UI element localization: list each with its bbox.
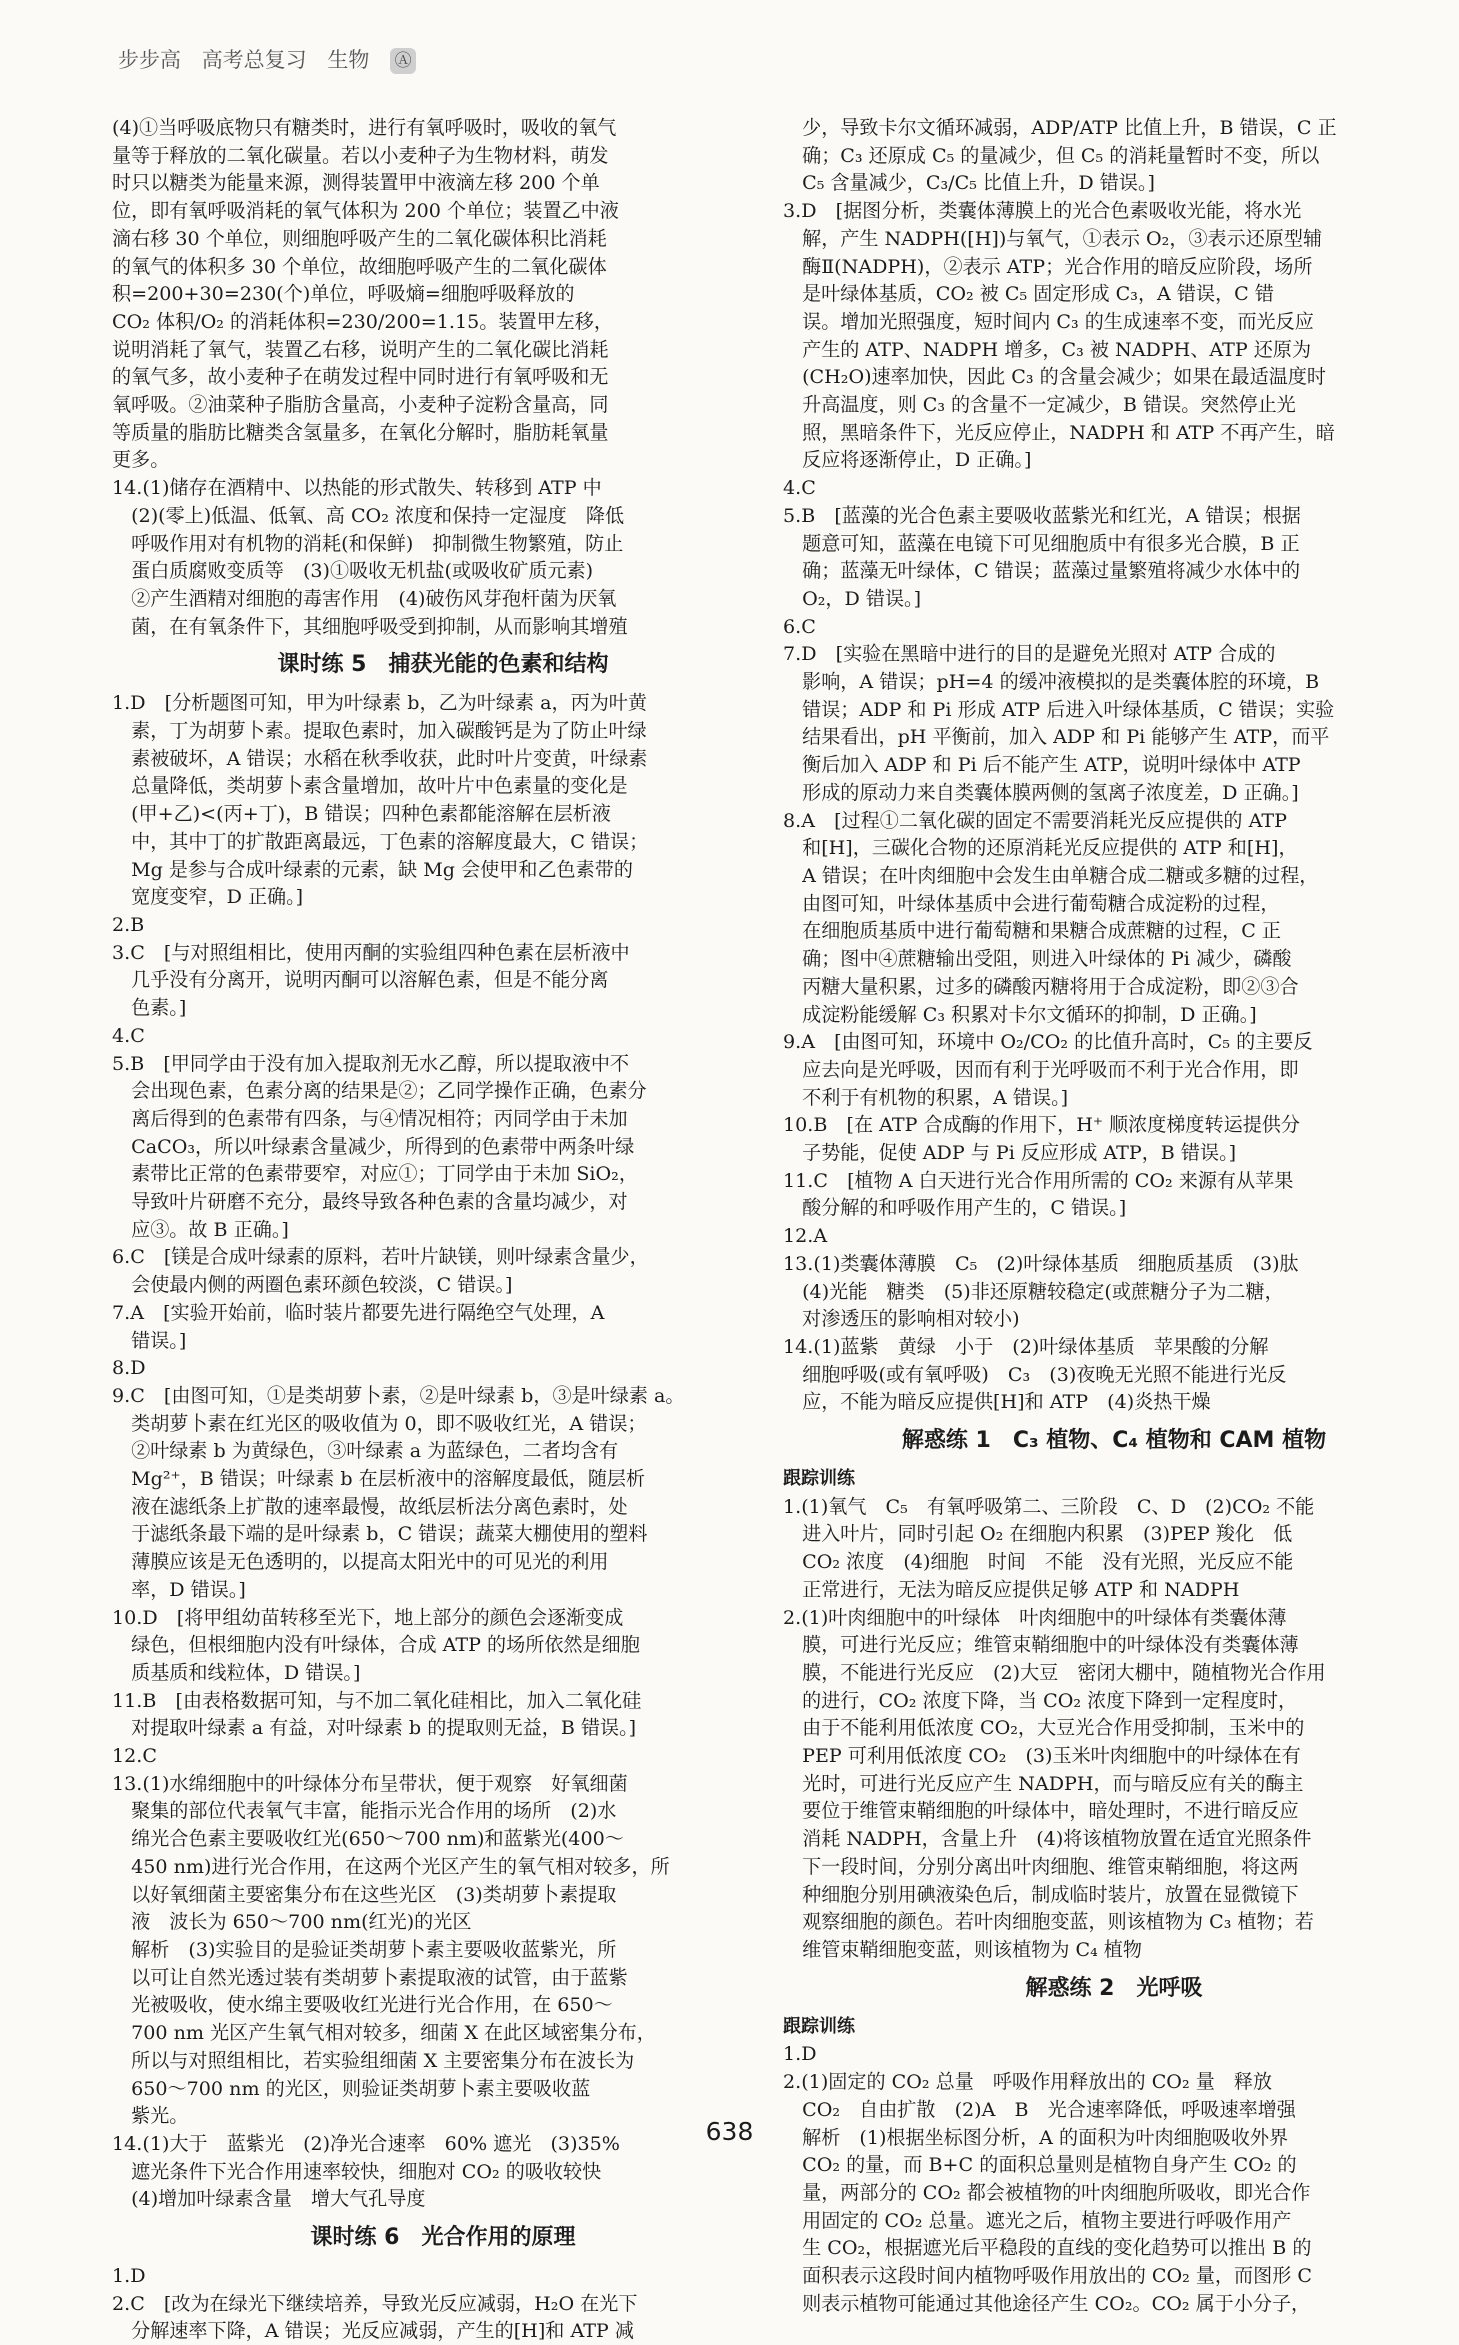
answer-line: 9.C [由图可知，①是类胡萝卜素，②是叶绿素 b，③是叶绿素 a。 <box>112 1383 685 1407</box>
answer-line: 错误；ADP 和 Pi 形成 ATP 后进入叶绿体基质，C 错误；实验 <box>783 697 1335 721</box>
answer-line: 由于不能利用低浓度 CO₂，大豆光合作用受抑制，玉米中的 <box>783 1716 1305 1740</box>
answer-line: A 错误；在叶肉细胞中会发生由单糖合成二糖或多糖的过程， <box>783 863 1319 887</box>
answer-line: 解，产生 NADPH([H])与氧气，①表示 O₂，③表示还原型辅 <box>783 226 1323 250</box>
answer-line: 总量降低，类胡萝卜素含量增加，故叶片中色素量的变化是 <box>112 774 628 798</box>
answer-line: 导致叶片研磨不充分，最终导致各种色素的含量均减少，对 <box>112 1190 628 1214</box>
answer-line: 14.(1)大于 蓝紫光 (2)净光合速率 60% 遮光 (3)35% <box>112 2131 620 2155</box>
answer-line: 离后得到的色素带有四条，与④情况相符；丙同学由于未加 <box>112 1106 628 1130</box>
answer-line: 1.D [分析题图可知，甲为叶绿素 b，乙为叶绿素 a，丙为叶黄 <box>112 691 647 715</box>
answer-line: 错误。] <box>112 1328 187 1352</box>
answers-block <box>783 114 1445 1416</box>
answer-line: Mg²⁺，B 错误；叶绿素 b 在层析液中的溶解度最低，随层析 <box>112 1467 646 1491</box>
answer-line: 液 波长为 650～700 nm(红光)的光区 <box>112 1910 472 1934</box>
answer-line: 用固定的 CO₂ 总量。遮光之后，植物主要进行呼吸作用产 <box>783 2208 1292 2232</box>
answer-line: 不利于有机物的积累，A 错误。] <box>783 1085 1069 1109</box>
answer-line: CaCO₃，所以叶绿素含量减少，所得到的色素带中两条叶绿 <box>112 1134 635 1158</box>
answer-line: 14.(1)蓝紫 黄绿 小于 (2)叶绿体基质 苹果酸的分解 <box>783 1334 1269 1358</box>
answer-line: 液在滤纸条上扩散的速率最慢，故纸层析法分离色素时，处 <box>112 1494 628 1518</box>
edition-badge-icon: Ⓐ <box>390 48 416 74</box>
page-number: 638 <box>705 2117 754 2146</box>
answer-line: 下一段时间，分别分离出叶肉细胞、维管束鞘细胞，将这两 <box>783 1854 1299 1878</box>
answer-line: 反应将逐渐停止，D 正确。] <box>783 448 1032 472</box>
answer-line: (4)光能 糖类 (5)非还原糖较稳定(或蔗糖分子为二糖， <box>783 1279 1284 1303</box>
answer-line: 膜，不能进行光反应 (2)大豆 密闭大棚中，随植物光合作用 <box>783 1660 1326 1684</box>
answer-line: 解析 (3)实验目的是验证类胡萝卜素主要吸收蓝紫光，所 <box>112 1938 617 1961</box>
subject-name: 生物 <box>327 48 370 72</box>
answer-line: 观察细胞的颜色。若叶肉细胞变蓝，则该植物为 C₃ 植物；若 <box>783 1910 1314 1934</box>
answer-line: 应去向是光呼吸，因而有利于光呼吸而不利于光合作用，即 <box>783 1057 1299 1081</box>
answer-line: 影响，A 错误；pH=4 的缓冲液模拟的是类囊体腔的环境，B <box>783 670 1320 694</box>
answer-line: 6.C [镁是合成叶绿素的原料，若叶片缺镁，则叶绿素含量少， <box>112 1245 649 1269</box>
answer-line: 位，即有氧呼吸消耗的氧气体积为 200 个单位；装置乙中液 <box>112 199 619 223</box>
answer-line: 解析 (1)根据坐标图分析，A 的面积为叶肉细胞吸收外界 <box>783 2125 1289 2149</box>
subheading-tracking: 跟踪训练 <box>783 1468 855 1490</box>
answer-line: 的进行，CO₂ 浓度下降，当 CO₂ 浓度下降到一定程度时， <box>783 1688 1298 1712</box>
answer-line: 3.D [据图分析，类囊体薄膜上的光合色素吸收光能，将水光 <box>783 199 1302 223</box>
answers-block <box>783 1493 1445 1964</box>
answer-line: 确；蓝藻无叶绿体，C 错误；蓝藻过量繁殖将减少水体中的 <box>783 559 1301 583</box>
answer-line: (4)①当呼吸底物只有糖类时，进行有氧呼吸时，吸收的氧气 <box>112 116 617 139</box>
answer-line: 由图可知，叶绿体基质中会进行葡萄糖合成淀粉的过程， <box>783 891 1280 915</box>
answer-line: 种细胞分别用碘液染色后，制成临时装片，放置在显微镜下 <box>783 1882 1299 1906</box>
section-heading-lesson-5: 课时练 5 捕获光能的色素和结构 <box>277 652 609 678</box>
answer-line: 质基质和线粒体，D 错误。] <box>112 1660 361 1684</box>
answer-line: 和[H]，三碳化合物的还原消耗光反应提供的 ATP 和[H]， <box>783 836 1298 860</box>
answer-line: 丙糖大量积累，过多的磷酸丙糖将用于合成淀粉，即②③合 <box>783 974 1299 998</box>
answer-line: 11.B [由表格数据可知，与不加二氧化硅相比，加入二氧化硅 <box>112 1688 642 1712</box>
answer-line: 聚集的部位代表氧气丰富，能指示光合作用的场所 (2)水 <box>112 1799 617 1823</box>
left-column <box>112 114 774 2345</box>
answer-line: 类胡萝卜素在红光区的吸收值为 0，即不吸收红光，A 错误； <box>112 1411 647 1435</box>
answer-line: 氧呼吸。②油菜种子脂肪含量高，小麦种子淀粉含量高，同 <box>112 393 609 417</box>
answer-line: 生 CO₂，根据遮光后平稳段的直线的变化趋势可以推出 B 的 <box>783 2236 1312 2260</box>
answer-line: 几乎没有分离开，说明丙酮可以溶解色素，但是不能分离 <box>112 968 609 992</box>
answer-line: 说明消耗了氧气，装置乙右移，说明产生的二氧化碳比消耗 <box>112 337 609 361</box>
answer-line: 误。增加光照强度，短时间内 C₃ 的生成速率不变，而光反应 <box>783 309 1314 333</box>
answer-line: 滴右移 30 个单位，则细胞呼吸产生的二氧化碳体积比消耗 <box>112 226 607 250</box>
answer-line: PEP 可利用低浓度 CO₂ (3)玉米叶肉细胞中的叶绿体在有 <box>783 1744 1301 1768</box>
answer-line: 率，D 错误。] <box>112 1577 246 1601</box>
answer-line: 衡后加入 ADP 和 Pi 后不能产生 ATP，说明叶绿体中 ATP <box>783 753 1301 777</box>
answer-line: 在细胞质基质中进行葡萄糖和果糖合成蔗糖的过程，C 正 <box>783 919 1282 943</box>
answer-line: 蛋白质腐败变质等 (3)①吸收无机盐(或吸收矿质元素) <box>112 559 594 583</box>
answer-line: 色素。] <box>112 996 187 1020</box>
answer-line: 酶Ⅱ(NADPH)，②表示 ATP；光合作用的暗反应阶段，场所 <box>783 254 1313 278</box>
answer-line: 应，不能为暗反应提供[H]和 ATP (4)炎热干燥 <box>783 1390 1211 1414</box>
answer-line: 中，其中丁的扩散距离最远，丁色素的溶解度最大，C 错误； <box>112 829 649 853</box>
answer-line: 结果看出，pH 平衡前，加入 ADP 和 Pi 能够产生 ATP，而平 <box>783 725 1330 749</box>
answer-line: 10.B [在 ATP 合成酶的作用下，H⁺ 顺浓度梯度转运提供分 <box>783 1113 1300 1137</box>
answer-line: 绿色，但根细胞内没有叶绿体，合成 ATP 的场所依然是细胞 <box>112 1633 640 1657</box>
answer-line: 面积表示这段时间内植物呼吸作用放出的 CO₂ 量，而图形 C <box>783 2264 1312 2288</box>
subheading-tracking: 跟踪训练 <box>783 2015 855 2037</box>
answer-line: ②产生酒精对细胞的毒害作用 (4)破伤风芽孢杆菌为厌氧 <box>112 586 617 610</box>
answer-line: 对提取叶绿素 a 有益，对叶绿素 b 的提取则无益，B 错误。] <box>112 1716 637 1740</box>
answer-line: 薄膜应该是无色透明的，以提高太阳光中的可见光的利用 <box>112 1550 609 1574</box>
answers-block <box>112 2262 774 2345</box>
answer-line: 1.(1)氧气 C₅ 有氧呼吸第二、三阶段 C、D (2)CO₂ 不能 <box>783 1494 1315 1518</box>
answer-line: 确；图中④蔗糖输出受阻，则进入叶绿体的 Pi 减少，磷酸 <box>783 947 1292 971</box>
answer-line: 更多。 <box>112 448 170 472</box>
answer-line: 素被破坏，A 错误；水稻在秋季收获，此时叶片变黄，叶绿素 <box>112 746 648 770</box>
answer-line: 形成的原动力来自类囊体膜两侧的氢离子浓度差，D 正确。] <box>783 780 1299 804</box>
answer-line: 4.C <box>783 476 816 500</box>
answer-line: 10.D [将甲组幼苗转移至光下，地上部分的颜色会逐渐变成 <box>112 1605 624 1629</box>
answer-line: (2)(零上)低温、低氧、高 CO₂ 浓度和保持一定湿度 降低 <box>112 503 625 527</box>
answer-line: 2.(1)固定的 CO₂ 总量 呼吸作用释放出的 CO₂ 量 释放 <box>783 2070 1273 2094</box>
answer-line: 1.D <box>112 2264 146 2288</box>
section-heading-jiehuo-2: 解惑练 2 光呼吸 <box>1025 1975 1203 2001</box>
answer-line: 等质量的脂肪比糖类含氢量多，在氧化分解时，脂肪耗氧量 <box>112 420 609 444</box>
answer-line: 的氧气的体积多 30 个单位，故细胞呼吸产生的二氧化碳体 <box>112 254 607 278</box>
answer-line: 应③。故 B 正确。] <box>112 1217 289 1241</box>
answer-line: 时只以糖类为能量来源，测得装置甲中液滴左移 200 个单 <box>112 171 600 195</box>
answer-line: 12.A <box>783 1224 828 1248</box>
answer-line: 4.C <box>112 1023 145 1047</box>
answer-line: 以好氧细菌主要密集分布在这些光区 (3)类胡萝卜素提取 <box>112 1882 617 1906</box>
answer-line: 于滤纸条最下端的是叶绿素 b，C 错误；蔬菜大棚使用的塑料 <box>112 1522 648 1546</box>
answer-line: 进入叶片，同时引起 O₂ 在细胞内积累 (3)PEP 羧化 低 <box>783 1522 1293 1546</box>
answers-block <box>112 689 774 2213</box>
book-title: 高考总复习 <box>201 48 307 72</box>
answer-line: 650～700 nm 的光区，则验证类胡萝卜素主要吸收蓝 <box>112 2076 591 2100</box>
answer-line: 消耗 NADPH，含量上升 (4)将该植物放置在适宜光照条件 <box>783 1827 1312 1851</box>
answer-line: 素带比正常的色素带要窄，对应①；丁同学由于未加 SiO₂， <box>112 1162 638 1186</box>
answer-line: 9.A [由图可知，环境中 O₂/CO₂ 的比值升高时，C₅ 的主要反 <box>783 1030 1313 1054</box>
answer-line: 维管束鞘细胞变蓝，则该植物为 C₄ 植物 <box>783 1938 1142 1961</box>
answer-line: 分解速率下降，A 错误；光反应减弱，产生的[H]和 ATP 减 <box>112 2319 634 2343</box>
answer-line: CO₂ 的量，而 B+C 的面积总量则是植物自身产生 CO₂ 的 <box>783 2153 1297 2177</box>
answer-line: 2.C [改为在绿光下继续培养，导致光反应减弱，H₂O 在光下 <box>112 2291 638 2315</box>
answer-line: 酸分解的和呼吸作用产生的，C 错误。] <box>783 1196 1127 1220</box>
answer-line: 产生的 ATP、NADPH 增多，C₃ 被 NADPH、ATP 还原为 <box>783 337 1312 361</box>
answer-line: 1.D <box>783 2042 817 2066</box>
answer-line: 是叶绿体基质，CO₂ 被 C₅ 固定形成 C₃，A 错误，C 错 <box>783 282 1274 306</box>
answer-line: 素，丁为胡萝卜素。提取色素时，加入碳酸钙是为了防止叶绿 <box>112 719 647 743</box>
answer-line: 3.C [与对照组相比，使用丙酮的实验组四种色素在层析液中 <box>112 940 630 964</box>
answer-line: Mg 是参与合成叶绿素的元素，缺 Mg 会使甲和乙色素带的 <box>112 857 633 881</box>
section-heading-jiehuo-1: 解惑练 1 C₃ 植物、C₄ 植物和 CAM 植物 <box>901 1428 1327 1454</box>
answer-line: 5.B [蓝藻的光合色素主要吸收蓝紫光和红光，A 错误；根据 <box>783 503 1301 527</box>
answer-line: 积=200+30=230(个)单位，呼吸熵=细胞呼吸释放的 <box>112 282 575 306</box>
answer-line: 正常进行，无法为暗反应提供足够 ATP 和 NADPH <box>783 1577 1240 1601</box>
section-heading-lesson-6: 课时练 6 光合作用的原理 <box>310 2225 576 2251</box>
answer-line: 光时，可进行光反应产生 NADPH，而与暗反应有关的酶主 <box>783 1771 1304 1795</box>
answer-line: (CH₂O)速率加快，因此 C₃ 的含量会减少；如果在最适温度时 <box>783 365 1327 389</box>
answer-line: 量，两部分的 CO₂ 都会被植物的叶肉细胞所吸收，即光合作 <box>783 2180 1311 2204</box>
answer-line: CO₂ 体积/O₂ 的消耗体积=230/200=1.15。装置甲左移， <box>112 309 613 333</box>
answer-line: CO₂ 浓度 (4)细胞 时间 不能 没有光照，光反应不能 <box>783 1550 1294 1574</box>
answer-line: 少，导致卡尔文循环减弱，ADP/ATP 比值上升，B 错误，C 正 <box>783 116 1337 139</box>
answer-line: (4)增加叶绿素含量 增大气孔导度 <box>112 2187 426 2211</box>
answer-line: 会出现色素，色素分离的结果是②；乙同学操作正确，色素分 <box>112 1079 647 1103</box>
right-column <box>783 114 1445 2317</box>
answer-line: 则表示植物可能通过其他途径产生 CO₂。CO₂ 属于小分子， <box>783 2291 1311 2315</box>
answer-line: 要位于维管束鞘细胞的叶绿体中，暗处理时，不进行暗反应 <box>783 1799 1299 1823</box>
answer-line: 11.C [植物 A 白天进行光合作用所需的 CO₂ 来源有从苹果 <box>783 1168 1294 1192</box>
answer-line: 成淀粉能缓解 C₃ 积累对卡尔文循环的抑制，D 正确。] <box>783 1002 1257 1026</box>
answer-line: 7.D [实验在黑暗中进行的目的是避免光照对 ATP 合成的 <box>783 642 1276 666</box>
answer-line: 题意可知，蓝藻在电镜下可见细胞质中有很多光合膜，B 正 <box>783 531 1300 555</box>
answer-line: 450 nm)进行光合作用，在这两个光区产生的氧气相对较多，所 <box>112 1854 670 1878</box>
answer-line: 确；C₃ 还原成 C₅ 的量减少，但 C₅ 的消耗量暂时不变，所以 <box>783 143 1320 167</box>
answer-line: ②叶绿素 b 为黄绿色，③叶绿素 a 为蓝绿色，二者均含有 <box>112 1439 619 1463</box>
answer-line: 细胞呼吸(或有氧呼吸) C₃ (3)夜晚无光照不能进行光反 <box>783 1362 1287 1386</box>
answer-line: 14.(1)储存在酒精中、以热能的形式散失、转移到 ATP 中 <box>112 476 602 500</box>
answer-line: 700 nm 光区产生氧气相对较多，细菌 X 在此区域密集分布， <box>112 2021 656 2045</box>
answer-line: 2.(1)叶肉细胞中的叶绿体 叶肉细胞中的叶绿体有类囊体薄 <box>783 1605 1287 1629</box>
answer-line: 紫光。 <box>112 2104 189 2128</box>
answer-line: 升高温度，则 C₃ 的含量不一定减少，B 错误。突然停止光 <box>783 393 1296 417</box>
answer-line: 会使最内侧的两圈色素环颜色较淡，C 错误。] <box>112 1273 513 1297</box>
answer-line: O₂，D 错误。] <box>783 586 922 610</box>
answer-line: 遮光条件下光合作用速率较快，细胞对 CO₂ 的吸收较快 <box>112 2159 602 2183</box>
answers-block <box>112 114 774 640</box>
answer-line: 所以与对照组相比，若实验组细菌 X 主要密集分布在波长为 <box>112 2048 635 2072</box>
answer-line: C₅ 含量减少，C₃/C₅ 比值上升，D 错误。] <box>783 171 1155 195</box>
answer-line: 5.B [甲同学由于没有加入提取剂无水乙醇，所以提取液中不 <box>112 1051 630 1075</box>
series-name: 步步高 <box>118 48 181 72</box>
answers-block <box>783 2040 1445 2317</box>
answer-line: 6.C <box>783 614 816 638</box>
answer-line: 12.C <box>112 1744 157 1768</box>
answer-line: 光被吸收，使水绵主要吸收红光进行光合作用，在 650～ <box>112 1993 613 2017</box>
answer-line: 8.A [过程①二氧化碳的固定不需要消耗光反应提供的 ATP <box>783 808 1287 832</box>
answer-line: (甲+乙)<(丙+丁)，B 错误；四种色素都能溶解在层析液 <box>112 802 611 826</box>
answer-line: 呼吸作用对有机物的消耗(和保鲜) 抑制微生物繁殖，防止 <box>112 531 624 555</box>
answer-line: 照，黑暗条件下，光反应停止，NADPH 和 ATP 不再产生，暗 <box>783 420 1335 444</box>
answer-line: 菌，在有氧条件下，其细胞呼吸受到抑制，从而影响其增殖 <box>112 614 628 638</box>
answer-line: 13.(1)水绵细胞中的叶绿体分布呈带状，便于观察 好氧细菌 <box>112 1771 628 1795</box>
answer-line: 7.A [实验开始前，临时装片都要先进行隔绝空气处理，A <box>112 1300 605 1324</box>
answer-line: 以可让自然光透过装有类胡萝卜素提取液的试管，由于蓝紫 <box>112 1965 628 1989</box>
answer-line: 子势能，促使 ADP 与 Pi 反应形成 ATP，B 错误。] <box>783 1141 1237 1165</box>
answer-line: 13.(1)类囊体薄膜 C₅ (2)叶绿体基质 细胞质基质 (3)肽 <box>783 1251 1299 1275</box>
answer-line: 宽度变窄，D 正确。] <box>112 885 304 909</box>
answer-line: 2.B <box>112 912 145 936</box>
answer-line: CO₂ 自由扩散 (2)A B 光合速率降低，呼吸速率增强 <box>783 2097 1296 2121</box>
page-header <box>118 44 430 74</box>
answer-line: 8.D <box>112 1356 146 1380</box>
answer-line: 量等于释放的二氧化碳量。若以小麦种子为生物材料，萌发 <box>112 143 609 167</box>
answer-line: 绵光合色素主要吸收红光(650～700 nm)和蓝紫光(400～ <box>112 1827 624 1851</box>
answer-line: 膜，可进行光反应；维管束鞘细胞中的叶绿体没有类囊体薄 <box>783 1633 1299 1657</box>
answer-line: 的氧气多，故小麦种子在萌发过程中同时进行有氧呼吸和无 <box>112 365 609 389</box>
answer-line: 对渗透压的影响相对较小) <box>783 1307 1020 1331</box>
